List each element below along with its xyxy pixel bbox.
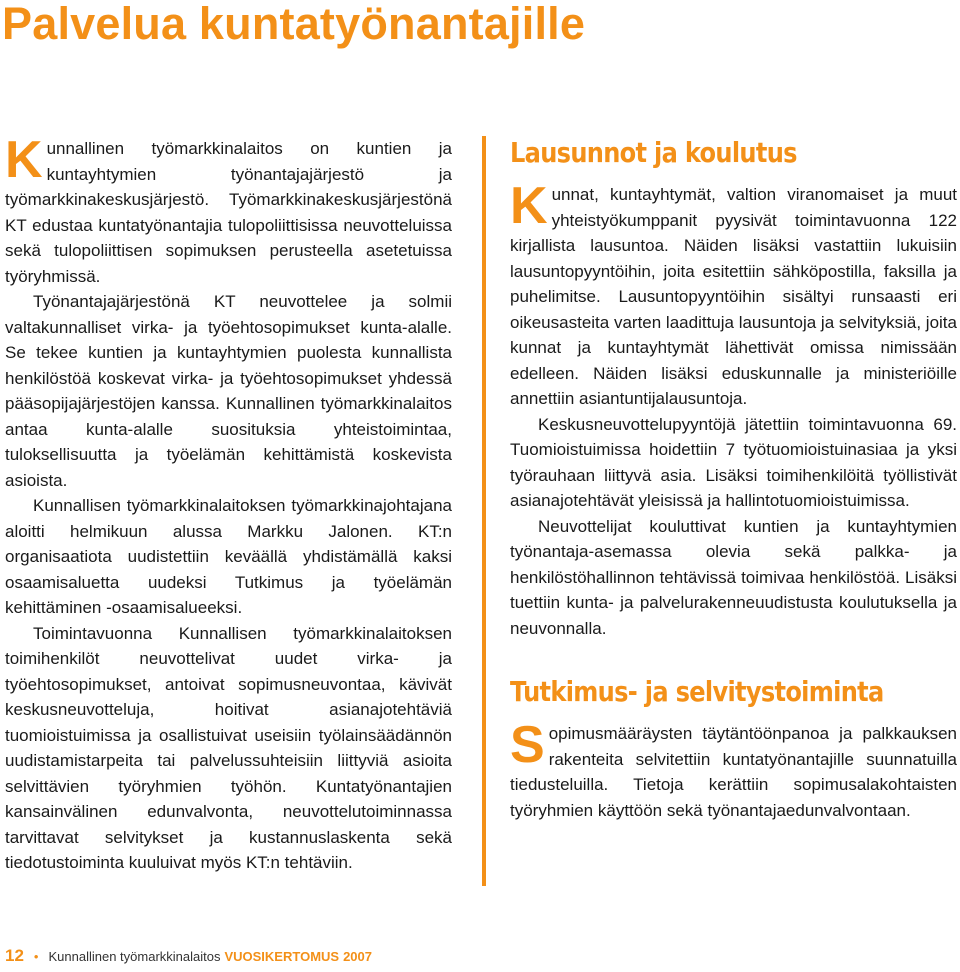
left-column	[5, 131, 452, 876]
footer-publisher: Kunnallinen työmarkkinalaitos	[48, 949, 221, 964]
footer-bullet: •	[33, 949, 39, 964]
body-paragraph: Keskusneuvottelupyyntöjä jätettiin toimintavuonna 69. Tuomioistuimissa hoidettiin 7 työtuomioistuinasiaa ja yksi työrauhaan liittyvä asia. Lisäksi toimihenkilöitä työllistivät asianajotehtävät yleisissä ja hallintotuomioistuimissa.	[510, 414, 957, 510]
body-paragraph: Työnantajajärjestönä KT neuvottelee ja solmii valtakunnalliset virka- ja työehtosopimukset kunta-alalle. Se tekee kuntien ja kuntayhtymien puolesta kunnallista henkilöstöä koskevat virka- ja työehtosopimukset yhdessä pääsopijajärjestöjen kanssa. Kunnallinen työmarkkinalaitos antaa kunta-alalle suosituksia yhteistoimintaa, tuloksellisuutta ja työelämän kehittämistä koskevista asioista.	[5, 292, 452, 490]
column-divider	[482, 136, 486, 886]
tutkimus-intro-text: opimusmääräysten täytäntöönpanoa ja palkkauksen rakenteita selvitettiin kuntatyönantajille suunnatuilla tiedusteluilla. Tietoja kerättiin sopimusalakohtaisten työryhmien käyttöön sekä työnantajaedunvalvontaan.	[510, 724, 957, 820]
body-paragraph: Neuvottelijat kouluttivat kuntien ja kuntayhtymien työnantaja-asemassa olevia sekä palkka- ja henkilöstöhallinnon tehtävissä toimivaa henkilöstöä. Lisäksi tuettiin kunta- ja palvelurakenneuudistusta koulutuksella ja neuvonnalla.	[510, 516, 957, 638]
intro-paragraph	[5, 131, 452, 289]
section-heading-lausunnot: Lausunnot ja koulutus	[510, 136, 797, 169]
page-footer	[5, 947, 372, 966]
body-paragraph: Kunnallisen työmarkkinalaitoksen työmarkkinajohtajana aloitti helmikuun alussa Markku Jalonen. KT:n organisaatiota uudistettiin keväällä yhdistämällä kaksi osaamisaluetta uudeksi Tutkimus ja työelämän kehittäminen -osaamisalueeksi.	[5, 496, 452, 617]
lausunnot-intro-text: unnat, kuntayhtymät, valtion viranomaiset ja muut yhteistyökumppanit pyysivät toimintavuonna 122 kirjallista lausuntoa. Näiden lisäksi vastattiin lukuisiin lausuntopyyntöihin, joita esitettiin sähköpostilla, faksilla ja puhelimitse. Lausuntopyyntöihin sisältyi runsaasti eri oikeusasteita varten laadittuja lausuntoja ja selvityksiä, joita kunnat ja kuntayhtymät lähettivät omissa nimissään edelleen. Näiden lisäksi eduskunnalle ja ministeriöille annettiin asiantuntijalausuntoja.	[510, 185, 957, 408]
page-number: 12	[5, 946, 24, 965]
page-title: Palvelua kuntatyönantajille	[2, 0, 586, 49]
section-heading-tutkimus: Tutkimus- ja selvitystoiminta	[510, 675, 884, 708]
footer-report-name: VUOSIKERTOMUS	[224, 949, 340, 964]
tutkimus-intro-paragraph	[510, 716, 957, 823]
right-column	[510, 136, 957, 823]
drop-cap: S	[510, 716, 545, 774]
body-paragraph: Toimintavuonna Kunnallisen työmarkkinalaitoksen toimihenkilöt neuvottelivat uudet virka- ja työehtosopimukset, antoivat sopimusneuvontaa, kävivät keskusneuvotteluja, hoitivat asianajotehtäviä tuomioistuimissa ja osallistuivat useisiin työlainsäädännön uudistamistarpeita tai palvelussuhteisiin liittyviä asioita selvittävien työryhmien työhön. Kuntatyönantajien kansainvälinen edunvalvonta, neuvottelutoiminnassa tarvittavat selvitykset ja kustannuslaskenta sekä tiedotustoiminta kuuluivat myös KT:n tehtäviin.	[5, 623, 452, 872]
intro-paragraph-text: unnallinen työmarkkinalaitos on kuntien ja kuntayhtymien työnantajajärjestö ja työmarkkinakeskusjärjestö. Työmarkkinakeskusjärjestönä KT edustaa kuntatyönantajia tulopoliittisissa neuvotteluissa sekä tulopoliittisen sopimuksen perusteella asetetuissa työryhmissä.	[5, 139, 452, 286]
footer-year: 2007	[343, 949, 372, 964]
lausunnot-intro-paragraph	[510, 177, 957, 412]
drop-cap: K	[5, 131, 43, 189]
drop-cap: K	[510, 177, 548, 235]
